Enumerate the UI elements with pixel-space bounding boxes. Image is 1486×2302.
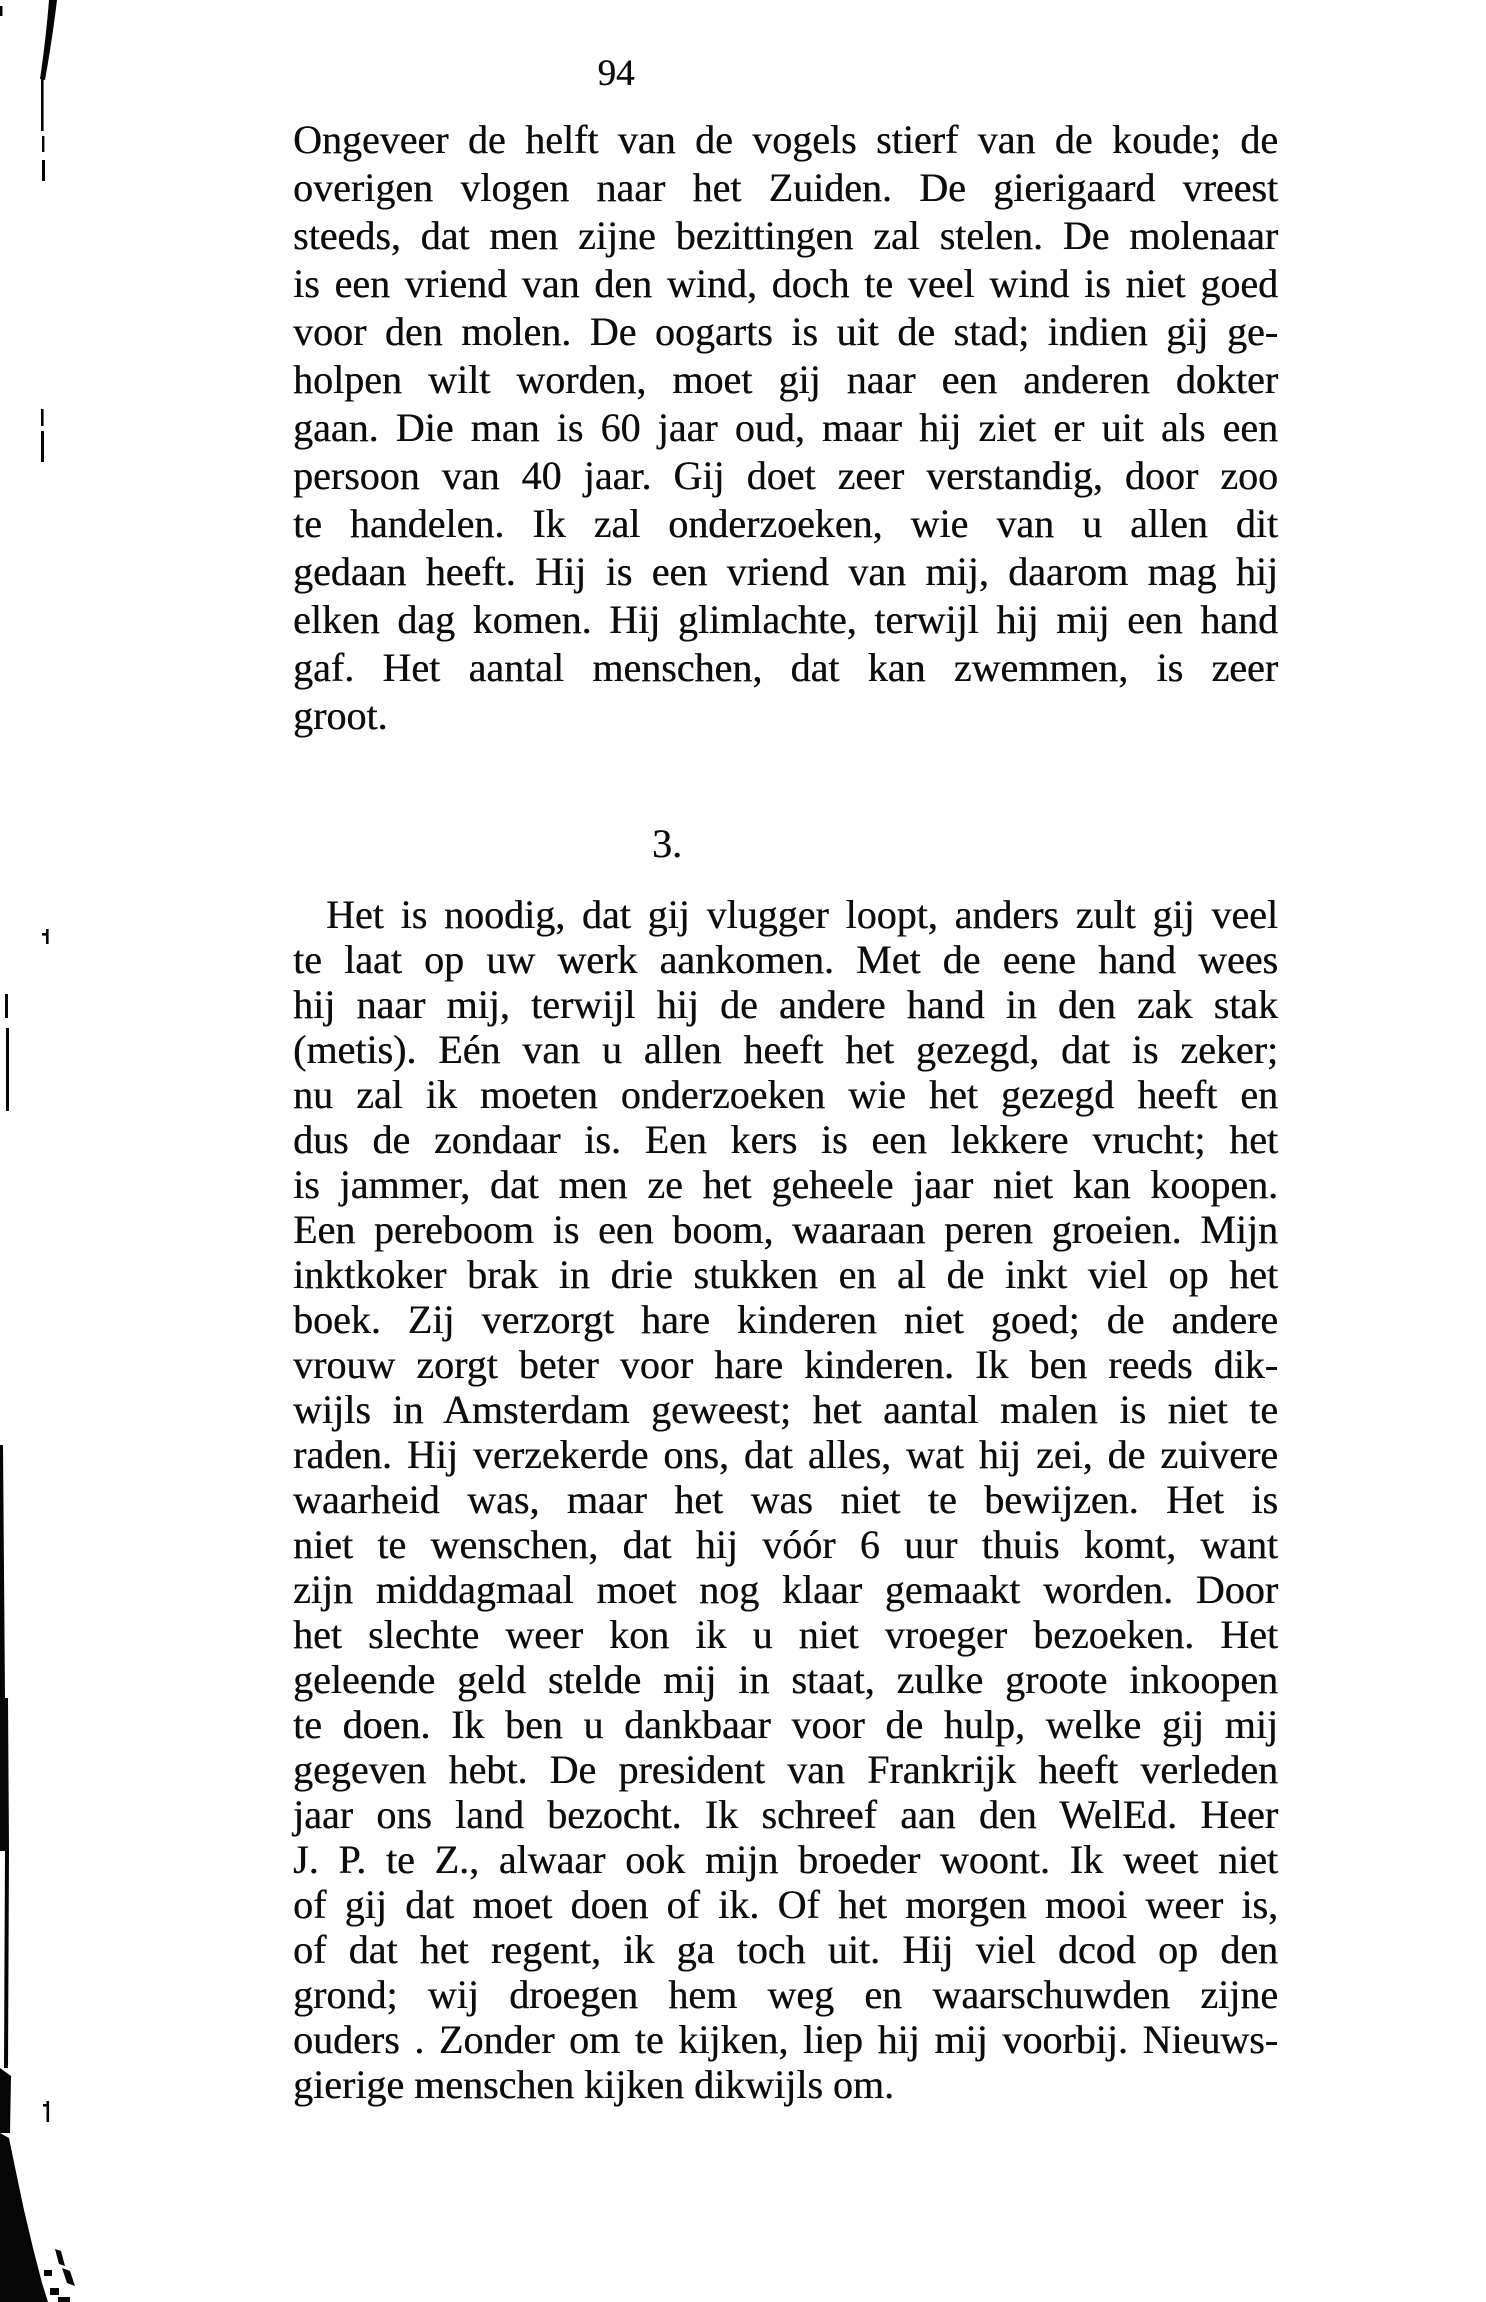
text-line: boek. Zij verzorgt hare kinderen niet goed; de andere bbox=[293, 1297, 1278, 1342]
page-number: 94 bbox=[597, 53, 635, 94]
text-line: gierige menschen kijken dikwijls om. bbox=[293, 2062, 894, 2107]
text-line: raden. Hij verzekerde ons, dat alles, wat hij zei, de zuivere bbox=[293, 1432, 1278, 1477]
text-line: te doen. Ik ben u dankbaar voor de hulp, welke gij mij bbox=[293, 1702, 1278, 1747]
text-line: J. P. te Z., alwaar ook mijn broeder woont. Ik weet niet bbox=[293, 1837, 1278, 1882]
paragraph-2 bbox=[293, 892, 1278, 2107]
text-line: overigen vlogen naar het Zuiden. De gierigaard vreest bbox=[293, 165, 1278, 210]
text-line: te laat op uw werk aankomen. Met de eene hand wees bbox=[293, 937, 1278, 982]
text-line: is een vriend van den wind, doch te veel wind is niet goed bbox=[293, 261, 1278, 306]
pen-stroke-mark bbox=[0, 0, 57, 181]
ink-smudge-mark bbox=[55, 2249, 75, 2286]
text-line: gedaan heeft. Hij is een vriend van mij, daarom mag hij bbox=[293, 549, 1278, 594]
text-line: te handelen. Ik zal onderzoeken, wie van u allen dit bbox=[293, 501, 1278, 546]
text-line: het slechte weer kon ik u niet vroeger bezoeken. Het bbox=[293, 1612, 1278, 1657]
text-line: wijls in Amsterdam geweest; het aantal malen is niet te bbox=[293, 1387, 1278, 1432]
text-line: persoon van 40 jaar. Gij doet zeer verstandig, door zoo bbox=[293, 453, 1278, 498]
text-line: zijn middagmaal moet nog klaar gemaakt worden. Door bbox=[293, 1567, 1278, 1612]
text-line: of dat het regent, ik ga toch uit. Hij viel dcod op den bbox=[293, 1927, 1278, 1972]
text-line: is jammer, dat men ze het geheele jaar niet kan koopen. bbox=[293, 1162, 1278, 1207]
text-line: Het is noodig, dat gij vlugger loopt, anders zult gij veel bbox=[326, 892, 1278, 937]
text-line: inktkoker brak in drie stukken en al de inkt viel op het bbox=[293, 1252, 1278, 1297]
text-line: gaan. Die man is 60 jaar oud, maar hij ziet er uit als een bbox=[293, 405, 1278, 450]
paragraph-1 bbox=[293, 116, 1278, 740]
text-line: nu zal ik moeten onderzoeken wie het gezegd heeft en bbox=[293, 1072, 1278, 1117]
scan-edge-line bbox=[0, 994, 11, 2133]
text-line: elken dag komen. Hij glimlachte, terwijl hij mij een hand bbox=[293, 597, 1278, 642]
text-line: ouders . Zonder om te kijken, liep hij mij voorbij. Nieuws- bbox=[293, 2017, 1278, 2062]
text-line: dus de zondaar is. Een kers is een lekkere vrucht; het bbox=[293, 1117, 1278, 1162]
text-line: (metis). Eén van u allen heeft het gezegd, dat is zeker; bbox=[293, 1027, 1278, 1072]
text-line: gaf. Het aantal menschen, dat kan zwemmen, is zeer bbox=[293, 645, 1278, 690]
text-line: waarheid was, maar het was niet te bewijzen. Het is bbox=[293, 1477, 1278, 1522]
text-line: voor den molen. De oogarts is uit de stad; indien gij ge- bbox=[293, 309, 1278, 354]
text-line: of gij dat moet doen of ik. Of het morgen mooi weer is, bbox=[293, 1882, 1278, 1927]
text-line: grond; wij droegen hem weg en waarschuwden zijne bbox=[293, 1972, 1278, 2017]
corner-ink-blob bbox=[0, 2133, 70, 2302]
text-line: jaar ons land bezocht. Ik schreef aan den WelEd. Heer bbox=[293, 1792, 1278, 1837]
text-line: hij naar mij, terwijl hij de andere hand in den zak stak bbox=[293, 982, 1278, 1027]
text-line: groot. bbox=[293, 693, 388, 738]
text-line: geleende geld stelde mij in staat, zulke groote inkoopen bbox=[293, 1657, 1278, 1702]
text-line: niet te wenschen, dat hij vóór 6 uur thuis komt, want bbox=[293, 1522, 1278, 1567]
text-line: Een pereboom is een boom, waaraan peren groeien. Mijn bbox=[293, 1207, 1278, 1252]
text-line: steeds, dat men zijne bezittingen zal stelen. De molenaar bbox=[293, 213, 1278, 258]
text-line: gegeven hebt. De president van Frankrijk heeft verleden bbox=[293, 1747, 1278, 1792]
margin-tick-marks bbox=[41, 409, 49, 2122]
section-heading: 3. bbox=[652, 821, 682, 866]
text-line: holpen wilt worden, moet gij naar een anderen dokter bbox=[293, 357, 1278, 402]
text-line: Ongeveer de helft van de vogels stierf van de koude; de bbox=[293, 117, 1278, 162]
text-line: vrouw zorgt beter voor hare kinderen. Ik ben reeds dik- bbox=[293, 1342, 1278, 1387]
